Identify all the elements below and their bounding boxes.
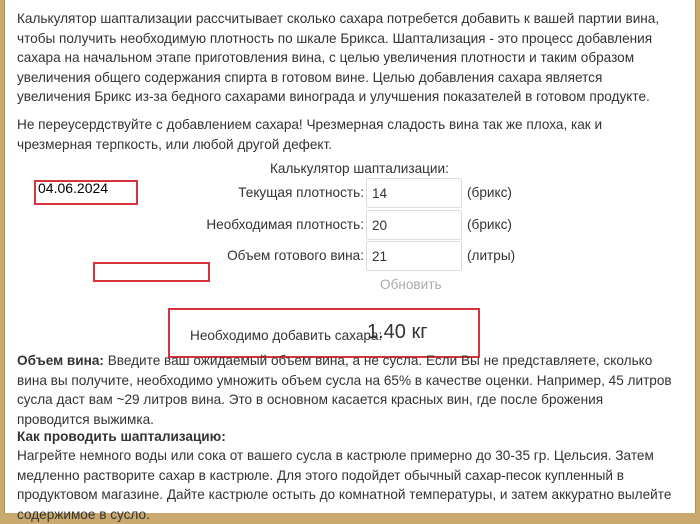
volume-section-text: Введите ваш ожидаемый объем вина, а не сусла. Если Вы не представляете, сколько вина вы получите, необходимо умножить объем сусла на 65% в качестве оценки. Например, 45 литров сусла даст вам ~29 литров вина. Это в основном касается красных вин, где после брожения проводится выжимка. [17, 353, 672, 427]
update-button[interactable]: Обновить [380, 277, 442, 292]
target-density-input[interactable] [366, 210, 462, 240]
wine-volume-unit: (литры) [467, 248, 516, 263]
target-density-unit: (брикс) [467, 217, 512, 232]
date-label: 04.06.2024 [38, 180, 109, 196]
current-density-input[interactable] [366, 178, 462, 208]
wine-volume-label: Объем готового вина: [227, 248, 364, 263]
wine-volume-input[interactable] [366, 241, 462, 271]
target-density-label: Необходимая плотность: [206, 217, 364, 232]
result-value: 1.40 кг [367, 321, 428, 343]
intro-paragraph: Калькулятор шаптализации рассчитывает сколько сахара потребется добавить к вашей партии вина, чтобы получить необходимую плотность по шкале Брикса. Шаптализация - это процесс добавления сахара на начальном этапе приготовления вина, с целью увеличения плотности и таким образом увеличения общего содержания спирта в готовом вине. Целью добавления сахара является увеличения Брикс из-за бедного сахарами винограда и улучшения показателей в готовом продукте. [17, 11, 660, 104]
result-label: Необходимо добавить сахара: [190, 328, 383, 343]
calculator-title: Калькулятор шаптализации: [270, 161, 449, 176]
howto-section-title: Как проводить шаптализацию: [17, 429, 226, 444]
howto-section-text: Нагрейте немного воды или сока от вашего сусла в кастрюле примерно до 30-35 гр. Цельсия. Затем медленно растворите сахар в кастрюле. Для этого подойдет обычный сахар-песок купленный в продуктовом магазине. Дайте кастрюле остыть до комнатной температуры, и затем аккуратно вылейте содержимое в сусло. [17, 448, 672, 522]
warning-paragraph: Не переусердствуйте с добавлением сахара! Чрезмерная сладость вина так же плоха, как и чрезмерная терпкость, или любой другой дефект. [17, 117, 603, 152]
volume-section-title: Объем вина: [17, 353, 104, 368]
current-density-unit: (брикс) [467, 185, 512, 200]
volume-section [17, 351, 677, 429]
empty-highlight-box [93, 262, 210, 282]
current-density-label: Текущая плотность: [238, 185, 364, 200]
